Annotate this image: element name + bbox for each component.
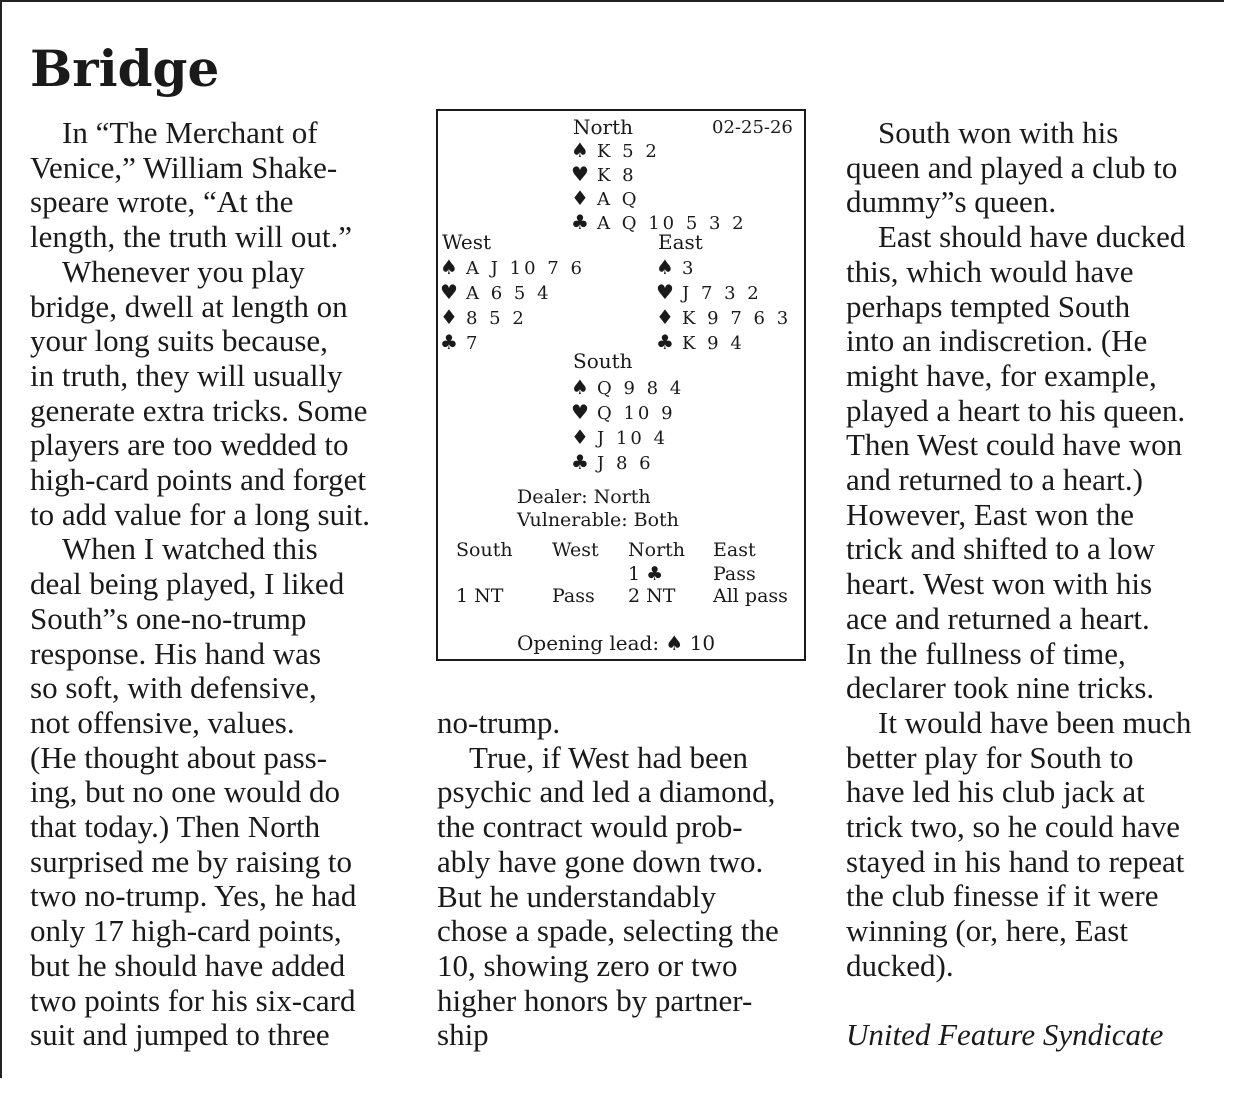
dealer-info: Dealer: North [517,486,651,508]
text-line: However, East won the [846,496,1135,532]
text-line: ing, but no one would do [30,774,340,810]
text-line: deal being played, I liked [30,566,345,602]
north-hearts: K 8 [597,165,637,186]
south-hearts: Q 10 9 [597,403,676,424]
text-line: generate extra tricks. Some [30,392,368,428]
east-clubs: K 9 4 [682,333,745,354]
club-icon: ♣ [440,330,458,354]
west-hearts: A 6 5 4 [466,283,552,304]
text-line: ducked). [846,947,954,983]
text-line: ace and returned a heart. [846,600,1150,636]
club-icon: ♣ [571,210,589,234]
text-line: trick and shifted to a low [846,531,1156,567]
west-spades: A J 10 7 6 [466,258,585,279]
text-line: winning (or, here, East [846,913,1128,949]
text-line: South won with his [878,115,1119,150]
vulnerable-info: Vulnerable: Both [517,509,679,531]
diamond-icon: ♦ [571,186,589,210]
north-spades: K 5 2 [597,141,660,162]
syndicate-credit: United Feature Syndicate [846,1016,1164,1052]
auction-south-bid-1: 1 NT [456,585,504,607]
text-line: Venice,” William Shake- [30,149,338,185]
text-line: (He thought about pass- [30,739,328,775]
text-line: perhaps tempted South [846,288,1131,324]
top-rule [0,0,1224,2]
diamond-icon: ♦ [440,305,458,329]
text-line: to add value for a long suit. [30,496,371,532]
spade-icon: ♠ [571,138,589,162]
paragraph [30,116,420,255]
auction-header-south: South [456,539,513,561]
text-line: In the fullness of time, [846,635,1126,671]
paragraph [846,220,1231,706]
auction-header-east: East [713,539,756,561]
heart-icon: ♥ [656,280,674,304]
text-line: heart. West won with his [846,566,1153,602]
text-line: two points for his six-card [30,982,356,1018]
bridge-deal-diagram [436,109,806,661]
south-label: South [573,349,633,373]
spade-icon: ♠ [656,255,674,279]
text-line: the contract would prob- [437,809,743,845]
auction-header-north: North [628,539,686,561]
text-line: chose a spade, selecting the [437,913,779,949]
text-line: high-card points and forget [30,462,367,498]
paragraph [846,116,1231,220]
north-diamonds: A Q [597,189,640,210]
spade-icon: ♠ [571,375,589,399]
text-line: bridge, dwell at length on [30,288,348,324]
text-line: suit and jumped to three [30,1017,330,1053]
text-line: length, the truth will out.” [30,219,353,255]
text-line: no-trump. [437,705,561,740]
auction-header-west: West [552,539,599,561]
text-line: higher honors by partner- [437,982,753,1018]
text-line: and returned to a heart.) [846,462,1143,498]
text-line: True, if West had been [469,739,749,775]
text-line: ship [437,1017,489,1053]
text-line: But he understandably [437,878,716,914]
text-line: might have, for example, [846,357,1157,393]
diamond-icon: ♦ [656,305,674,329]
east-diamonds: K 9 7 6 3 [682,308,792,329]
auction-east-bid-1: Pass [713,563,756,585]
text-line: Then West could have won [846,427,1183,463]
text-line: psychic and led a diamond, [437,774,776,810]
text-line: players are too wedded to [30,427,349,463]
diamond-icon: ♦ [571,425,589,449]
west-diamonds: 8 5 2 [466,308,527,329]
auction-west-bid-1: Pass [552,585,595,607]
paragraph [437,741,817,1053]
heart-icon: ♥ [571,162,589,186]
text-line: Whenever you play [62,253,305,289]
club-icon: ♣ [656,330,674,354]
heart-icon: ♥ [440,280,458,304]
text-line: this, which would have [846,253,1134,289]
text-line: 10, showing zero or two [437,947,738,983]
text-line: have led his club jack at [846,774,1145,810]
auction-east-bid-2: All pass [713,585,788,607]
article-column-2 [437,706,817,1053]
text-line: trick two, so he could have [846,809,1181,845]
south-diamonds: J 10 4 [597,428,669,449]
paragraph [846,706,1231,984]
south-clubs: J 8 6 [597,453,654,474]
heart-icon: ♥ [571,400,589,424]
text-line: better play for South to [846,739,1134,775]
text-line: into an indiscretion. (He [846,323,1148,359]
club-icon: ♣ [571,450,589,474]
east-spades: 3 [682,258,697,279]
article-column-1 [30,116,420,1053]
east-hearts: J 7 3 2 [682,283,762,304]
auction-north-bid-2: 2 NT [628,585,676,607]
text-line: declarer took nine tricks. [846,670,1155,706]
text-line: stayed in his hand to repeat [846,843,1185,879]
article-column-3 [846,116,1231,1052]
text-line: speare wrote, “At the [30,184,294,220]
west-label: West [442,230,492,254]
text-line: East should have ducked [878,219,1186,255]
text-line: When I watched this [62,531,318,567]
auction-north-bid-1: 1 ♣ [628,563,664,585]
text-line: In “The Merchant of [62,115,318,150]
text-line: that today.) Then North [30,809,321,845]
south-spades: Q 9 8 4 [597,378,685,399]
paragraph [437,706,817,741]
text-line: only 17 high-card points, [30,913,342,949]
text-line: so soft, with defensive, [30,670,317,706]
north-label: North [573,115,634,139]
spade-icon: ♠ [440,255,458,279]
text-line: queen and played a club to [846,149,1178,185]
text-line: in truth, they will usually [30,357,343,393]
opening-lead: Opening lead: ♠ 10 [517,631,716,655]
text-line: ably have gone down two. [437,843,764,879]
text-line: surprised me by raising to [30,843,353,879]
text-line: It would have been much [878,704,1192,740]
east-label: East [658,230,703,254]
text-line: dummy”s queen. [846,184,1057,220]
text-line: South”s one-no-trump [30,600,307,636]
text-line: not offensive, values. [30,704,295,740]
text-line: the club finesse if it were [846,878,1159,914]
text-line: two no-trump. Yes, he had [30,878,357,914]
paragraph [30,532,420,1053]
deal-date: 02-25-26 [712,117,793,138]
north-clubs: A Q 10 5 3 2 [597,213,747,234]
text-line: response. His hand was [30,635,322,671]
text-line: your long suits because, [30,323,328,359]
paragraph [30,255,420,533]
headline: Bridge [30,39,220,98]
west-clubs: 7 [466,333,481,354]
text-line: but he should have added [30,947,346,983]
left-rule [0,0,2,1078]
text-line: played a heart to his queen. [846,392,1186,428]
